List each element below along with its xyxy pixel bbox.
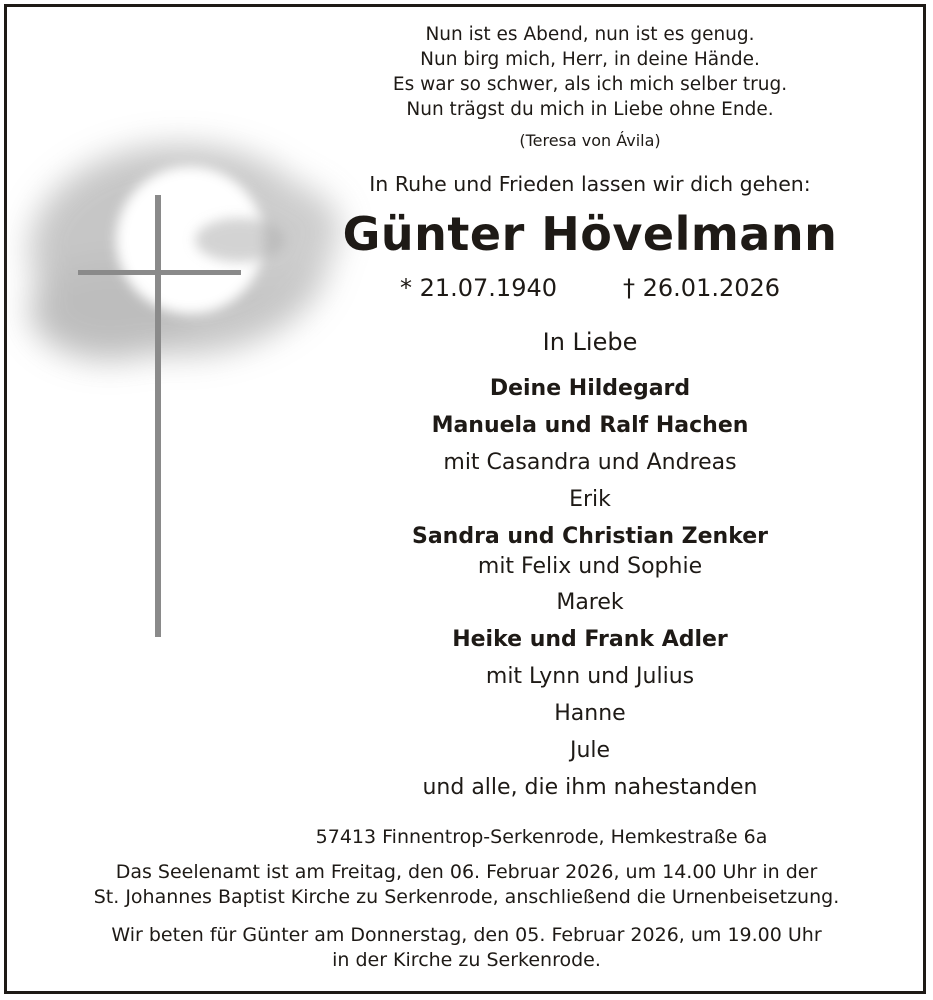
service-line-2: St. Johannes Baptist Kirche zu Serkenrode, anschließend die Urnenbeisetzung. — [93, 886, 840, 908]
mourner-line: Marek — [556, 590, 624, 615]
life-dates — [255, 274, 925, 302]
in-love: In Liebe — [542, 328, 638, 356]
address: 57413 Finnentrop-Serkenrode, Hemkestraße 6a — [315, 826, 768, 848]
prayer-line-2: in der Kirche zu Serkenrode. — [332, 949, 601, 971]
deceased-name: Günter Hövelmann — [342, 207, 838, 261]
death-date: † 26.01.2026 — [623, 274, 781, 302]
poem-line-2: Nun birg mich, Herr, in deine Hände. — [420, 49, 760, 70]
intro-text: In Ruhe und Frieden lassen wir dich gehen: — [369, 172, 811, 196]
poem-line-3: Es war so schwer, als ich mich selber trug. — [392, 74, 788, 95]
mourner-line: Erik — [569, 487, 611, 512]
mourner-line: mit Casandra und Andreas — [443, 450, 737, 475]
mourner-line: und alle, die ihm nahestanden — [422, 775, 758, 800]
mourner-line: Sandra und Christian Zenker — [411, 524, 769, 549]
service-line-1: Das Seelenamt ist am Freitag, den 06. Februar 2026, um 14.00 Uhr in der — [115, 861, 818, 883]
mourner-line: Hanne — [554, 701, 626, 726]
mourner-line: Jule — [569, 738, 611, 763]
mourner-line: Manuela und Ralf Hachen — [431, 413, 749, 438]
poem-line-4: Nun trägst du mich in Liebe ohne Ende. — [406, 99, 774, 120]
birth-date: * 21.07.1940 — [399, 274, 557, 302]
mourner-line: Heike und Frank Adler — [452, 627, 728, 652]
mourner-line: mit Felix und Sophie — [477, 554, 703, 579]
prayer-line-1: Wir beten für Günter am Donnerstag, den 05. Februar 2026, um 19.00 Uhr — [111, 924, 822, 946]
mourner-line: mit Lynn und Julius — [485, 664, 695, 689]
mourner-line: Deine Hildegard — [489, 376, 691, 401]
poem-author: (Teresa von Ávila) — [519, 131, 661, 150]
poem-line-1: Nun ist es Abend, nun ist es genug. — [425, 24, 755, 45]
